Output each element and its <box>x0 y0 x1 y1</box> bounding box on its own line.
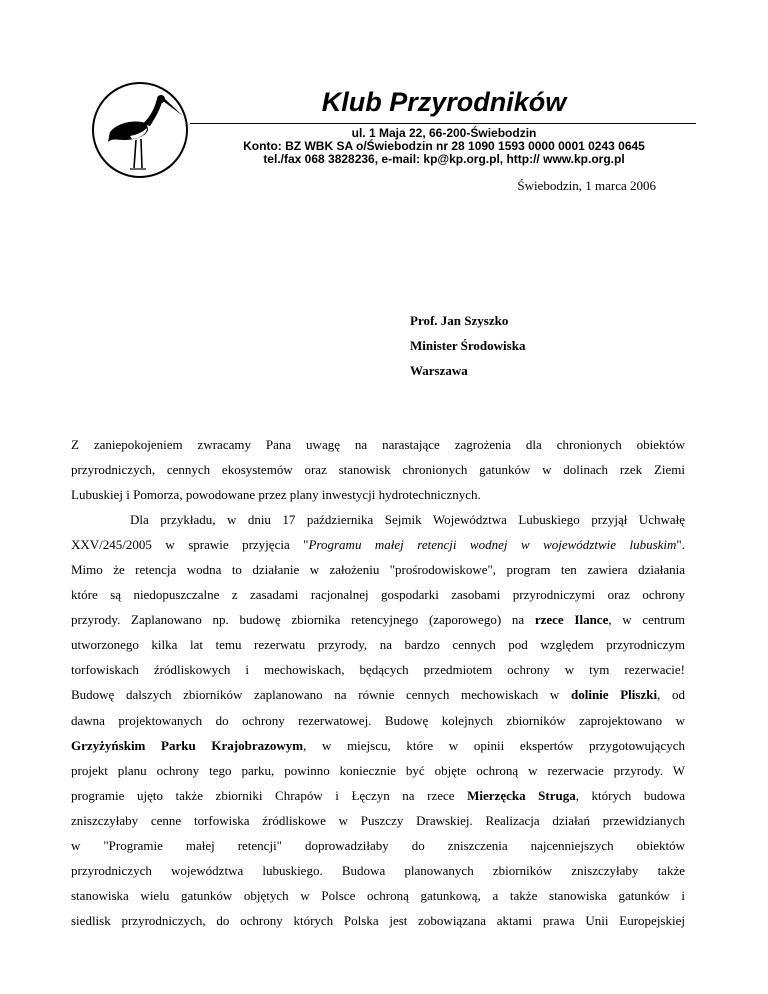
address-line: ul. 1 Maja 22, 66-200-Świebodzin <box>351 126 537 140</box>
pliszka-valley-bold: dolinie Pliszki <box>571 687 658 703</box>
body-line <box>71 682 685 707</box>
program-title-italic: Programu małej retencji wodnej w województwie lubuskim <box>308 537 677 553</box>
organization-name: Klub Przyrodników <box>321 87 567 117</box>
letter-body <box>71 432 685 933</box>
contact-line: tel./fax 068 3828236, e-mail: kp@kp.org.pl, http:// www.kp.org.pl <box>263 152 625 166</box>
body-line: projekt planu ochrony tego parku, powinno koniecznie być objęte ochroną w rezerwacie przyrody. W <box>71 762 685 778</box>
body-text-run: ". <box>676 537 685 553</box>
organization-contact-block <box>190 127 698 166</box>
body-line: torfowiskach źródliskowych i mechowiskach, będących przedmiotem ochrony w tym rezerwacie! <box>71 662 685 678</box>
body-word: zniszczenia <box>447 837 508 853</box>
body-line: Mimo że retencja wodna to działanie w założeniu "prośrodowiskowe", program ten zawiera działania <box>71 562 685 578</box>
body-text-run: XXV/245/2005 w sprawie przyjęcia " <box>71 537 309 553</box>
paragraph-1 <box>71 432 685 507</box>
body-word: małej <box>185 837 215 853</box>
body-line: które są niedopuszczalne z zasadami racjonalnej gospodarki zasobami przyrodniczymi oraz ochrony <box>71 587 685 603</box>
body-line: Dla przykładu, w dniu 17 października Sejmik Województwa Lubuskiego przyjął Uchwałę <box>130 512 685 528</box>
body-word: obiektów <box>636 837 685 853</box>
body-text-run: , od <box>657 687 686 703</box>
stork-logo-icon <box>90 80 190 180</box>
header-divider <box>190 123 696 124</box>
body-text-run: , w centrum <box>608 612 685 628</box>
body-word: w <box>71 837 81 853</box>
body-line: Z zaniepokojeniem zwracamy Pana uwagę na narastające zagrożenia dla chronionych obiektów <box>71 437 685 452</box>
recipient-city: Warszawa <box>410 363 468 378</box>
recipient-name: Prof. Jan Szyszko <box>410 313 509 328</box>
recipient-block <box>410 308 525 383</box>
body-line: siedlisk przyrodniczych, do ochrony których Polska jest zobowiązana aktami prawa Unii Europejskiej <box>71 912 685 928</box>
body-line: stanowiska wielu gatunków objętych w Polsce ochroną gatunkową, a także stanowiska gatunków i <box>71 887 685 903</box>
letter-date: Świebodzin, 1 marca 2006 <box>517 178 656 193</box>
body-line <box>71 607 685 632</box>
paragraph-2 <box>71 507 685 933</box>
body-line: zniszczyłaby cenne torfowiska źródliskowe w Puszczy Drawskiej. Realizacja działań przewidzianych <box>71 812 685 828</box>
body-text-run: przyrody. Zaplanowano np. budowę zbiornika retencyjnego (zaporowego) na <box>71 612 535 628</box>
body-text-run: Budowę dalszych zbiorników zaplanowano na równie cennych mechowiskach w <box>71 687 571 703</box>
body-line <box>71 833 685 858</box>
body-word: doprowadziłaby <box>304 837 389 853</box>
body-line: dawna projektowanych do ochrony rezerwatowej. Budowę kolejnych zbiorników zaprojektowano w <box>71 712 685 728</box>
body-line: przyrodniczych województwa lubuskiego. Budowa planowanych zbiorników zniszczyłaby także <box>71 862 685 878</box>
grzyzynski-park-bold: Grzyżyńskim Parku Krajobrazowym <box>71 737 304 753</box>
body-word: najcenniejszych <box>530 837 614 853</box>
body-line <box>71 532 685 557</box>
river-ilanka-bold: rzece Ilance <box>534 612 609 628</box>
body-text-run: , których budowa <box>575 787 685 803</box>
body-text-run: programie ujęto także zbiorniki Chrapów i Łęczyn na rzece <box>71 787 468 803</box>
body-word: do <box>411 837 425 853</box>
body-line: Lubuskiej i Pomorza, powodowane przez plany inwestycji hydrotechnicznych. <box>71 487 481 503</box>
body-line <box>71 733 685 758</box>
body-line: utworzonego kilka lat temu rezerwatu przyrody, na bardzo cennych pod względem przyrodniczym <box>71 637 685 653</box>
body-text-run: , w miejscu, które w opinii ekspertów przygotowujących <box>303 737 685 753</box>
body-line <box>71 783 685 808</box>
bank-account-line: Konto: BZ WBK SA o/Świebodzin nr 28 1090 1593 0000 0001 0243 0645 <box>243 139 645 153</box>
recipient-position: Minister Środowiska <box>410 338 526 353</box>
body-line: przyrodniczych, cennych ekosystemów oraz stanowisk chronionych gatunków w dolinach rzek Ziemi <box>71 462 685 478</box>
body-word: retencji" <box>237 837 282 853</box>
body-word: "Programie <box>103 837 163 853</box>
mierzecka-struga-bold: Mierzęcka Struga <box>467 787 576 803</box>
